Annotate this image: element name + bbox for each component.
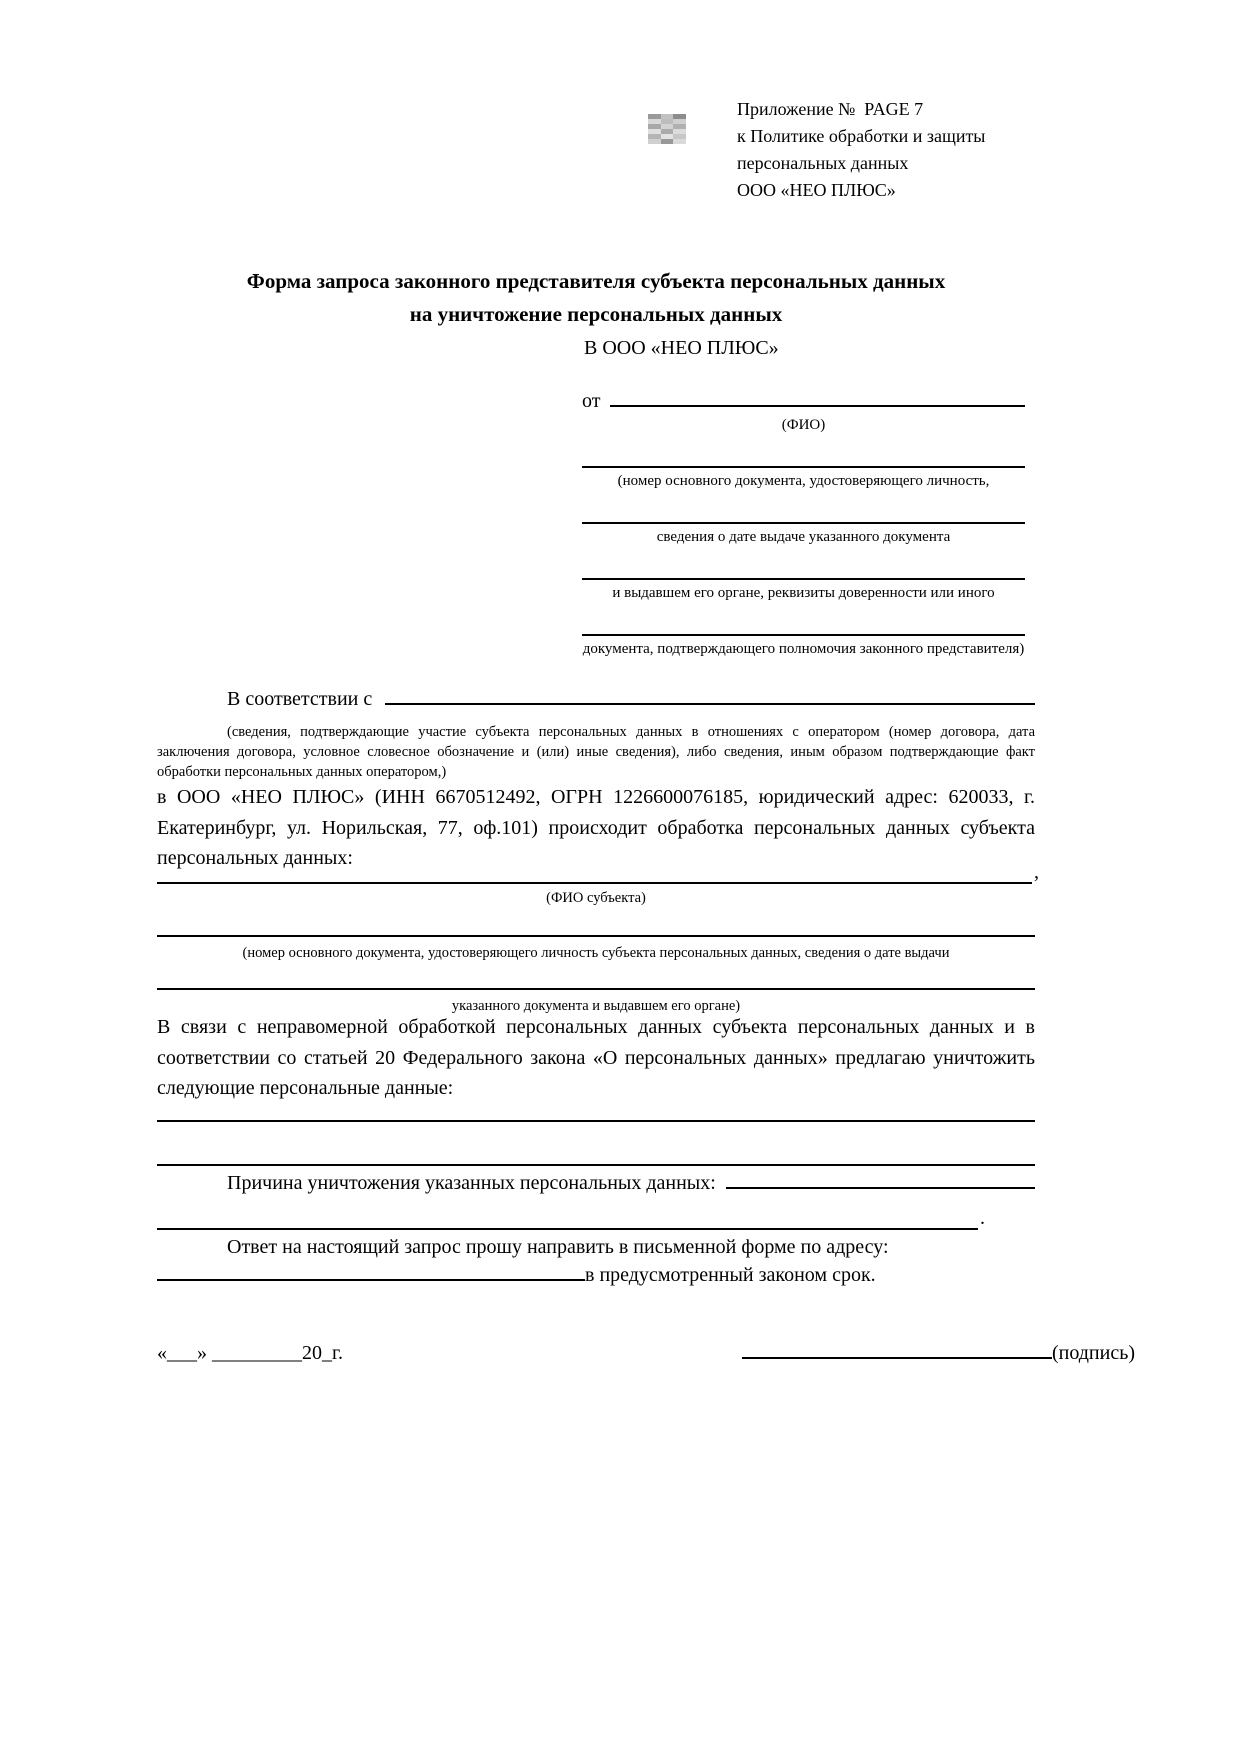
header-company-name: ООО «НЕО ПЛЮС» <box>737 180 896 200</box>
blank-line-reply-address <box>157 1279 585 1281</box>
header-attachment-line: Приложение № PAGE 7 <box>737 99 924 119</box>
form-title-line-2: на уничтожение персональных данных <box>409 302 783 326</box>
caption-subject-document-2: указанного документа и выдавшем его органе) <box>451 998 741 1014</box>
signature-row <box>157 1342 1135 1365</box>
blank-line-reason <box>726 1187 1035 1189</box>
reply-line-2 <box>157 1264 1035 1287</box>
blank-line-reason-2 <box>157 1228 978 1230</box>
from-row <box>582 390 1025 413</box>
caption-issue-date: сведения о дате выдаче указанного документа <box>656 529 951 545</box>
blank-group-2 <box>582 522 1025 548</box>
caption-subject-document-1: (номер основного документа, удостоверяющего личность субъекта персональных данных, сведения о дате выдачи <box>242 945 950 961</box>
blank-group-3 <box>582 578 1025 604</box>
blank-line-representative-fio <box>610 405 1025 407</box>
signature-field <box>742 1342 1135 1365</box>
blank-line-data-1 <box>157 1120 1035 1122</box>
header-policy-line-1: к Политике обработки и защиты <box>737 126 986 146</box>
form-title-line-1: Форма запроса законного представителя субъекта персональных данных <box>246 269 946 293</box>
operator-paragraph: в ООО «НЕО ПЛЮС» (ИНН 6670512492, ОГРН 1226600076185, юридический адрес: 620033, г. Екатеринбург, ул. Норильская, 77, оф.101) происходит обработка персональных данных субъекта персональных данных: <box>157 786 1035 869</box>
blank-group-1 <box>582 466 1025 492</box>
subject-fio-row <box>157 860 1039 884</box>
blank-line-subject-fio <box>157 882 1032 884</box>
blank-line-issue-date <box>582 522 1025 524</box>
caption-subject-fio: (ФИО субъекта) <box>546 890 646 906</box>
blank-line-accordance <box>385 703 1035 705</box>
caption-id-document: (номер основного документа, удостоверяющего личность, <box>617 473 990 489</box>
accordance-note: (сведения, подтверждающие участие субъекта персональных данных в отношениях с оператором (номер договора, дата заключения договора, условное словесное обозначение и (или) иные сведения), либо сведения, иным образом подтверждающие факт обработки персональных данных оператором,) <box>157 724 1035 780</box>
accordance-lead: В соответствии с <box>227 688 378 710</box>
blank-line-subject-document-2 <box>157 988 1035 990</box>
caption-issuing-authority: и выдавшем его органе, реквизиты доверенности или иного <box>612 585 995 601</box>
from-label: от <box>582 390 601 412</box>
accordance-row <box>157 688 1035 711</box>
document-header <box>737 96 985 204</box>
blank-line-subject-document <box>157 935 1035 937</box>
form-title <box>157 265 1035 331</box>
blank-line-issuing-authority <box>582 578 1025 580</box>
reason-label: Причина уничтожения указанных персональных данных: <box>227 1172 716 1194</box>
reason-continuation-row <box>157 1204 985 1230</box>
caption-authority-document: документа, подтверждающего полномочия законного представителя) <box>582 641 1025 657</box>
addressee-block <box>582 334 1025 660</box>
subject-fio-comma: , <box>1034 861 1039 883</box>
blank-line-data-2 <box>157 1164 1035 1166</box>
reason-row <box>157 1172 1035 1195</box>
blank-line-signature <box>742 1357 1052 1359</box>
caption-fio: (ФИО) <box>781 417 826 433</box>
blank-group-4 <box>582 634 1025 660</box>
header-policy-line-2: персональных данных <box>737 153 909 173</box>
reply-line-1: Ответ на настоящий запрос прошу направить в письменной форме по адресу: <box>227 1236 889 1258</box>
blank-line-id-document <box>582 466 1025 468</box>
caption-signature: (подпись) <box>1051 1342 1135 1364</box>
reason-period: . <box>980 1207 985 1229</box>
addressee-to: В ООО «НЕО ПЛЮС» <box>584 337 779 359</box>
destroy-paragraph: В связи с неправомерной обработкой персональных данных субъекта персональных данных и в соответствии со статьей 20 Федерального закона «О персональных данных» предлагаю уничтожить следующие персональные данные: <box>157 1016 1035 1099</box>
pixelated-gray-image <box>648 112 686 146</box>
embedded-thumbnail-image <box>648 112 686 146</box>
reply-line-2-suffix: в предусмотренный законом срок. <box>585 1264 876 1286</box>
blank-line-authority-document <box>582 634 1025 636</box>
date-field: «___» _________20_г. <box>157 1342 343 1364</box>
